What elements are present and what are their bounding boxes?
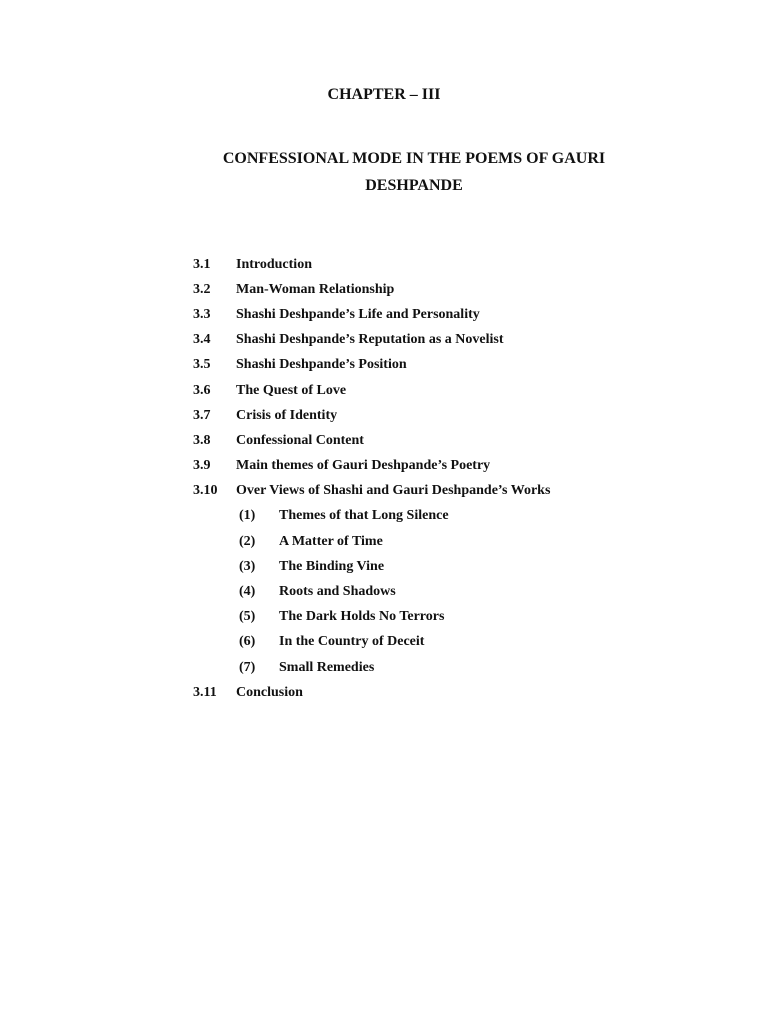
toc-subitem-label: Small Remedies (279, 659, 375, 675)
toc-item-label: Man-Woman Relationship (236, 281, 395, 297)
toc-item-3-11 (193, 680, 713, 705)
toc-item-3-2 (193, 277, 713, 302)
toc-subitem-3 (193, 554, 713, 579)
toc-subitem-4 (193, 579, 713, 604)
toc-item-label: The Quest of Love (236, 382, 347, 398)
toc-item-3-1 (193, 252, 713, 277)
toc-item-label: Crisis of Identity (236, 407, 338, 423)
toc-subitem-1 (193, 504, 713, 529)
toc-subitem-label: The Binding Vine (279, 558, 385, 574)
toc-subitem-number: (7) (239, 659, 256, 675)
toc-item-3-10 (193, 479, 713, 504)
toc-subitem-label: The Dark Holds No Terrors (279, 609, 445, 625)
toc-subitem-label: A Matter of Time (279, 533, 383, 549)
toc-subitem-label: Themes of that Long Silence (279, 508, 449, 524)
toc-item-label: Shashi Deshpande’s Position (236, 357, 407, 373)
toc-item-number: 3.10 (193, 483, 218, 499)
toc-subitem-number: (1) (239, 508, 256, 524)
toc-item-3-5 (193, 353, 713, 378)
toc-item-3-7 (193, 403, 713, 428)
toc-item-number: 3.4 (193, 332, 211, 348)
chapter-title: CHAPTER – III (327, 86, 441, 103)
toc-item-number: 3.6 (193, 382, 211, 398)
toc-item-label: Confessional Content (236, 432, 364, 448)
toc-subitem-number: (6) (239, 634, 256, 650)
toc-item-3-6 (193, 378, 713, 403)
toc-subitem-6 (193, 630, 713, 655)
toc-subitem-number: (3) (239, 558, 256, 574)
toc-subitem-number: (2) (239, 533, 256, 549)
chapter-subtitle-line-1: CONFESSIONAL MODE IN THE POEMS OF GAURI (222, 150, 606, 167)
toc-item-number: 3.11 (193, 684, 217, 700)
toc-item-number: 3.9 (193, 458, 211, 474)
toc-item-label: Over Views of Shashi and Gauri Deshpande’s Works (236, 483, 551, 499)
toc-subitem-label: Roots and Shadows (279, 584, 396, 600)
toc-item-number: 3.2 (193, 281, 211, 297)
toc-item-label: Introduction (236, 256, 312, 272)
toc-subitem-7 (193, 655, 713, 680)
toc-item-3-4 (193, 328, 713, 353)
toc-subitem-number: (5) (239, 609, 256, 625)
chapter-subtitle-line-2: DESHPANDE (365, 177, 463, 194)
toc-item-number: 3.3 (193, 306, 211, 322)
toc-subitem-5 (193, 605, 713, 630)
toc-item-number: 3.1 (193, 256, 211, 272)
toc-item-label: Shashi Deshpande’s Life and Personality (236, 306, 480, 322)
toc-item-label: Conclusion (236, 684, 303, 700)
toc-item-number: 3.8 (193, 432, 211, 448)
toc-item-label: Shashi Deshpande’s Reputation as a Novelist (236, 332, 504, 348)
toc-subitem-label: In the Country of Deceit (279, 634, 425, 650)
toc-item-3-9 (193, 454, 713, 479)
table-of-contents (193, 252, 713, 705)
toc-subitem-2 (193, 529, 713, 554)
chapter-subtitle (190, 145, 638, 199)
toc-item-number: 3.7 (193, 407, 211, 423)
toc-item-3-8 (193, 428, 713, 453)
toc-subitem-number: (4) (239, 584, 256, 600)
toc-item-3-3 (193, 302, 713, 327)
toc-item-number: 3.5 (193, 357, 211, 373)
toc-item-label: Main themes of Gauri Deshpande’s Poetry (236, 458, 491, 474)
